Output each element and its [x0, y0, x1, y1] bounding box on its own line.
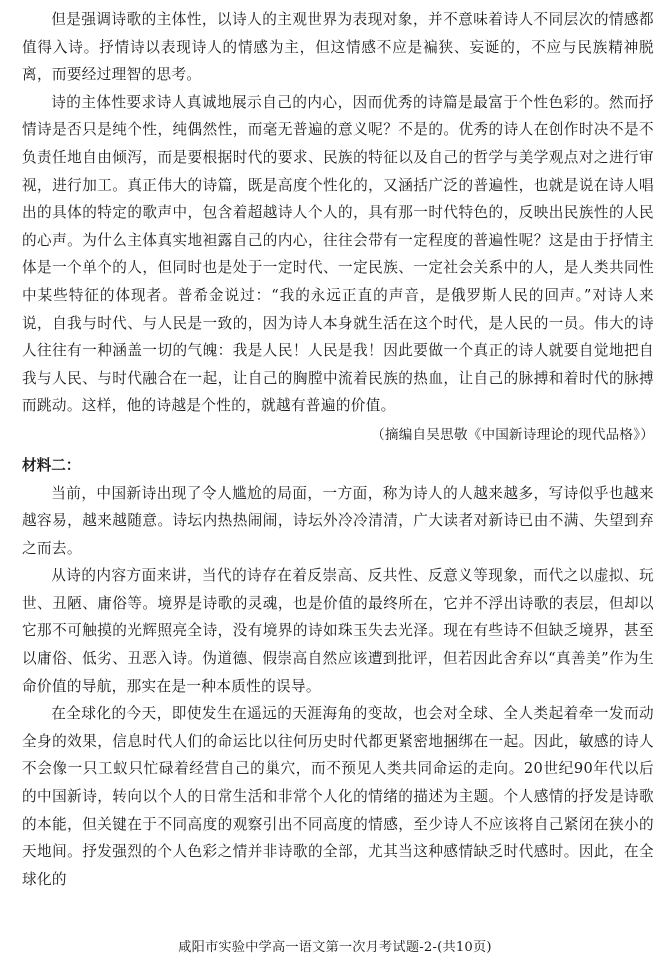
source-citation: （摘编自吴思敬《中国新诗理论的现代品格》） — [371, 426, 654, 443]
body-paragraph: 但是强调诗歌的主体性，以诗人的主观世界为表现对象，并不意味着诗人不同层次的情感都值得入诗。抒情诗以表现诗人的情感为主，但这情感不应是褊狭、妄诞的，不应与民族精神脱离，而要经过理智的思考。 — [22, 11, 654, 84]
body-paragraph: 当前，中国新诗出现了令人尴尬的局面，一方面，称为诗人的人越来越多，写诗似乎也越来越容易，越来越随意。诗坛内热热闹闹，诗坛外冷冷清清，广大读者对新诗已由不满、失望到弃之而去。 — [22, 484, 654, 557]
body-paragraph: 诗的主体性要求诗人真诚地展示自己的内心，因而优秀的诗篇是最富于个性色彩的。然而抒情诗是否只是纯个性，纯偶然性，而毫无普遍的意义呢？不是的。优秀的诗人在创作时决不是不负责任地自由倾泻，而是要根据时代的要求、民族的特征以及自己的哲学与美学观点对之进行审视，进行加工。真正伟大的诗篇，既是高度个性化的，又涵括广泛的普遍性，也就是说在诗人唱出的具体的特定的歌声中，包含着超越诗人个人的，具有那一时代特色的，反映出民族性的人民的心声。为什么主体真实地袒露自己的内心，往往会带有一定程度的普遍性呢？这是由于抒情主体是一个单个的人，但同时也是处于一定时代、一定民族、一定社会关系中的人，是人类共同性中某些特征的体现者。普希金说过：“我的永远正直的声音，是俄罗斯人民的回声。”对诗人来说，自我与时代、与人民是一致的，因为诗人本身就生活在这个时代，是人民的一员。伟大的诗人往往有一种涵盖一切的气魄：我是人民！人民是我！因此要做一个真正的诗人就要自觉地把自我与人民、与时代融合在一起，让自己的胸膛中流着民族的热血，让自己的脉搏和着时代的脉搏而跳动。这样，他的诗越是个性的，就越有普遍的价值。 — [22, 93, 654, 415]
body-paragraph: 在全球化的今天，即使发生在遥远的天涯海角的变故，也会对全球、全人类起着牵一发而动全身的效果，信息时代人们的命运比以往何历史时代都更紧密地捆绑在一起。因此，敏感的诗人不会像一只工蚁只忙碌着经营自己的巢穴，而不预见人类共同命运的走向。20世纪90年代以后的中国新诗，转向以个人的日常生活和非常个人化的情绪的描述为主题。个人感情的抒发是诗歌的本能，但关键在于不同高度的观察引出不同高度的情感，至少诗人不应该将自己紧闭在狭小的天地间。抒发强烈的个人色彩之情并非诗歌的全部，尤其当这种感情缺乏时代感时。因此，在全球化的 — [22, 705, 654, 888]
section-heading: 材料二： — [22, 456, 81, 474]
body-paragraph: 从诗的内容方面来讲，当代的诗存在着反崇高、反共性、反意义等现象，而代之以虚拟、玩世、丑陋、庸俗等。境界是诗歌的灵魂，也是价值的最终所在，它并不浮出诗歌的表层，但却以它那不可触摸的光辉照亮全诗，没有境界的诗如珠玉失去光泽。现在有些诗不但缺乏境界，甚至以庸俗、低劣、丑恶入诗。伪道德、假崇高自然应该遭到批评，但若因此舍弃以“真善美”作为生命价值的导航，那实在是一种本质性的误导。 — [22, 567, 654, 695]
page-footer: 咸阳市实验中学高一语文第一次月考试题-2-(共10页) — [178, 940, 492, 955]
